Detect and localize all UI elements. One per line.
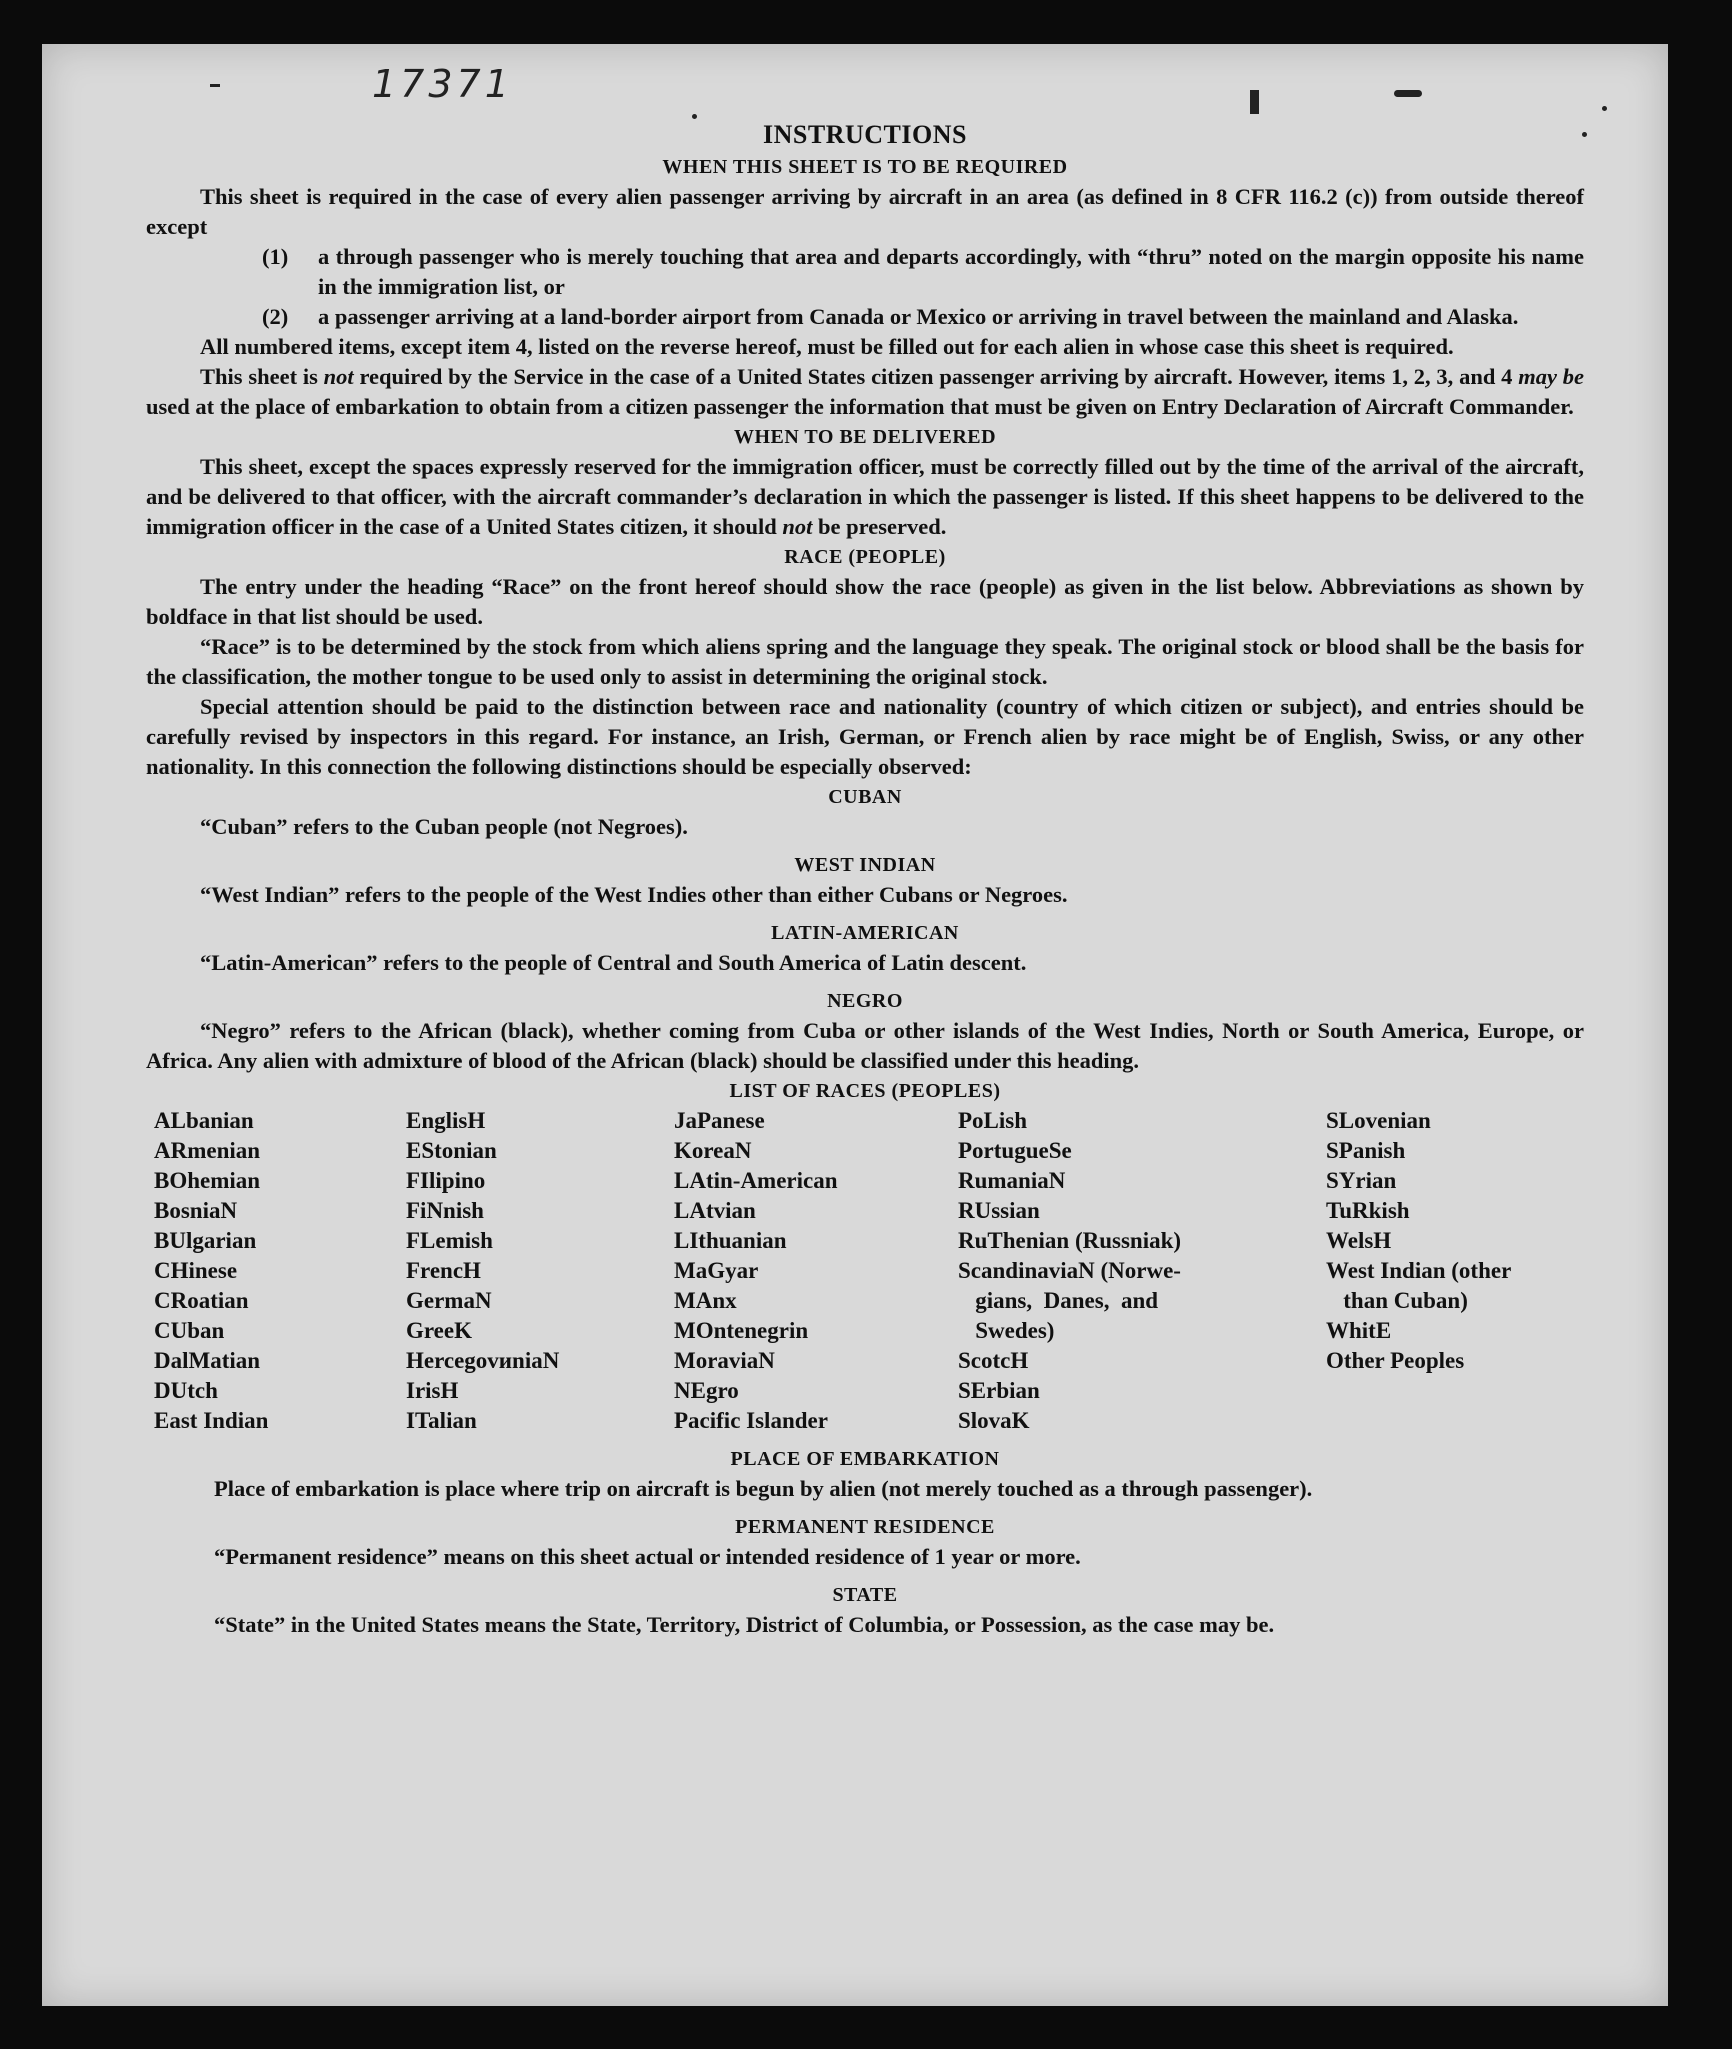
race-entry: RumaniaN (958, 1168, 1066, 1193)
race-entry: LIthuanian (674, 1228, 787, 1253)
race-entry: LAtin-American (674, 1168, 838, 1193)
races-column (406, 1106, 674, 1436)
heading-state: STATE (832, 1584, 898, 1606)
paragraph: “Latin-American” refers to the people of Central and South America of Latin descent. (200, 950, 1027, 975)
race-entry: WhitE (1326, 1318, 1392, 1343)
heading-permanent-residence: PERMANENT RESIDENCE (735, 1516, 995, 1538)
race-entry: GreeK (406, 1318, 472, 1343)
race-entry: WelsH (1326, 1228, 1392, 1253)
race-entry: DalMatian (154, 1348, 261, 1373)
race-entry: West Indian (other (1326, 1258, 1512, 1283)
race-entry: ALbanian (154, 1108, 254, 1133)
race-entry: FLemish (406, 1228, 493, 1253)
heading-negro: NEGRO (827, 990, 903, 1012)
scan-mark (210, 84, 220, 87)
race-entry: SlovaK (958, 1408, 1030, 1433)
heading-latin-american: LATIN-AMERICAN (771, 922, 959, 944)
paragraph: This sheet, except the spaces expressly reserved for the immigration officer, must be correctly filled out by the time of the arrival of the aircraft, and be delivered to that officer, with the aircraft commander’s declaration in which the passenger is listed. If this sheet happens to be delivered to the immigration officer in the case of a United States citizen, it should not be preserved. (146, 454, 1584, 539)
page-title: INSTRUCTIONS (763, 120, 967, 149)
race-entry: PortugueSe (958, 1138, 1072, 1163)
races-column (958, 1106, 1326, 1436)
race-entry: MOntenegrin (674, 1318, 809, 1343)
heading-when-delivered: WHEN TO BE DELIVERED (733, 426, 997, 448)
paragraph: “Cuban” refers to the Cuban people (not Negroes). (200, 814, 688, 839)
race-entry: BUlgarian (154, 1228, 257, 1253)
paragraph: “West Indian” refers to the people of the West Indies other than either Cubans or Negroes. (200, 882, 1068, 907)
item-text: a through passenger who is merely touching that area and departs accordingly, with “thru” noted on the margin opposite his name in the immigration list, or (318, 244, 1584, 299)
paragraph: “Race” is to be determined by the stock from which aliens spring and the language they speak. The original stock or blood shall be the basis for the classification, the mother tongue to be used only to assist in determining the original stock. (146, 634, 1584, 689)
race-entry: ARmenian (154, 1138, 261, 1163)
race-entry: NEgro (674, 1378, 739, 1403)
paragraph: All numbered items, except item 4, listed on the reverse hereof, must be filled out for each alien in whose case this sheet is required. (200, 334, 1454, 359)
race-entry: SLovenian (1326, 1108, 1431, 1133)
race-entry: gians, Danes, and (958, 1288, 1159, 1313)
item-text: a passenger arriving at a land-border airport from Canada or Mexico or arriving in travel between the mainland and Alaska. (318, 304, 1519, 329)
scan-mark (1250, 90, 1259, 114)
race-entry: than Cuban) (1326, 1288, 1468, 1313)
scan-mark (1602, 106, 1607, 111)
race-entry: MaGyar (674, 1258, 759, 1283)
document-sheet (42, 44, 1668, 2006)
race-entry: EStonian (406, 1138, 497, 1163)
race-entry: HercegovиniaN (406, 1348, 560, 1373)
race-entry: IrisH (406, 1378, 459, 1403)
race-entry: Pacific Islander (674, 1408, 828, 1433)
race-entry: LAtvian (674, 1198, 756, 1223)
paragraph: Place of embarkation is place where trip on aircraft is begun by alien (not merely touched as a through passenger). (214, 1476, 1313, 1501)
race-entry: SErbian (958, 1378, 1040, 1403)
item-number: (1) (262, 244, 289, 269)
race-entry: PoLish (958, 1108, 1028, 1133)
race-entry: SPanish (1326, 1138, 1406, 1163)
paragraph: This sheet is required in the case of every alien passenger arriving by aircraft in an area (as defined in 8 CFR 116.2 (c)) from outside thereof except (146, 184, 1584, 239)
paragraph: “Negro” refers to the African (black), whether coming from Cuba or other islands of the West Indies, North or South America, Europe, or Africa. Any alien with admixture of blood of the African (black) should be classified under this heading. (146, 1018, 1584, 1073)
paragraph: “State” in the United States means the State, Territory, District of Columbia, or Possession, as the case may be. (214, 1612, 1275, 1637)
race-entry: DUtch (154, 1378, 218, 1403)
race-entry: TuRkish (1326, 1198, 1410, 1223)
race-entry: MAnx (674, 1288, 737, 1313)
race-entry: GermaN (406, 1288, 492, 1313)
race-entry: RUssian (958, 1198, 1040, 1223)
handwritten-file-number: 17371 (372, 62, 513, 106)
races-list (154, 1106, 1584, 1436)
heading-when-required: WHEN THIS SHEET IS TO BE REQUIRED (662, 156, 1068, 178)
scan-mark (1394, 90, 1422, 97)
heading-list-of-races: LIST OF RACES (PEOPLES) (729, 1080, 1001, 1102)
exception-item (262, 242, 1584, 302)
paragraph: Special attention should be paid to the distinction between race and nationality (country of which citizen or subject), and entries should be carefully revised by inspectors in this regard. For instance, an Irish, German, or French alien by race might be of English, Swiss, or any other nationality. In this connection the following distinctions should be especially observed: (146, 694, 1584, 779)
heading-west-indian: WEST INDIAN (794, 854, 936, 876)
race-entry: CRoatian (154, 1288, 249, 1313)
race-entry: ScotcH (958, 1348, 1029, 1373)
race-entry: MoraviaN (674, 1348, 775, 1373)
race-entry: JaPanese (674, 1108, 765, 1133)
race-entry: EnglisH (406, 1108, 486, 1133)
instructions-content (146, 118, 1584, 1640)
heading-embarkation: PLACE OF EMBARKATION (730, 1448, 1000, 1470)
heading-race: RACE (PEOPLE) (784, 546, 946, 568)
race-entry: SYrian (1326, 1168, 1397, 1193)
races-column (1326, 1106, 1586, 1436)
race-entry: Swedes) (958, 1318, 1055, 1343)
item-number: (2) (262, 304, 289, 329)
races-column (674, 1106, 958, 1436)
paragraph: “Permanent residence” means on this sheet actual or intended residence of 1 year or more. (214, 1544, 1081, 1569)
race-entry: FIlipino (406, 1168, 486, 1193)
paragraph: The entry under the heading “Race” on the front hereof should show the race (people) as given in the list below. Abbreviations as shown by boldface in that list should be used. (146, 574, 1584, 629)
race-entry: CUban (154, 1318, 225, 1343)
paragraph: This sheet is not required by the Service in the case of a United States citizen passenger arriving by aircraft. However, items 1, 2, 3, and 4 may be used at the place of embarkation to obtain from a citizen passenger the information that must be given on Entry Declaration of Aircraft Commander. (146, 364, 1584, 419)
race-entry: RuThenian (Russniak) (958, 1228, 1182, 1253)
heading-cuban: CUBAN (828, 786, 902, 808)
race-entry: ScandinaviaN (Norwe- (958, 1258, 1181, 1283)
race-entry: BosniaN (154, 1198, 238, 1223)
race-entry: Other Peoples (1326, 1348, 1465, 1373)
race-entry: East Indian (154, 1408, 269, 1433)
race-entry: FiNnish (406, 1198, 484, 1223)
race-entry: FrencH (406, 1258, 481, 1283)
races-column (154, 1106, 406, 1436)
race-entry: KoreaN (674, 1138, 752, 1163)
exception-item (262, 302, 1584, 332)
race-entry: ITalian (406, 1408, 477, 1433)
race-entry: CHinese (154, 1258, 238, 1283)
race-entry: BOhemian (154, 1168, 261, 1193)
